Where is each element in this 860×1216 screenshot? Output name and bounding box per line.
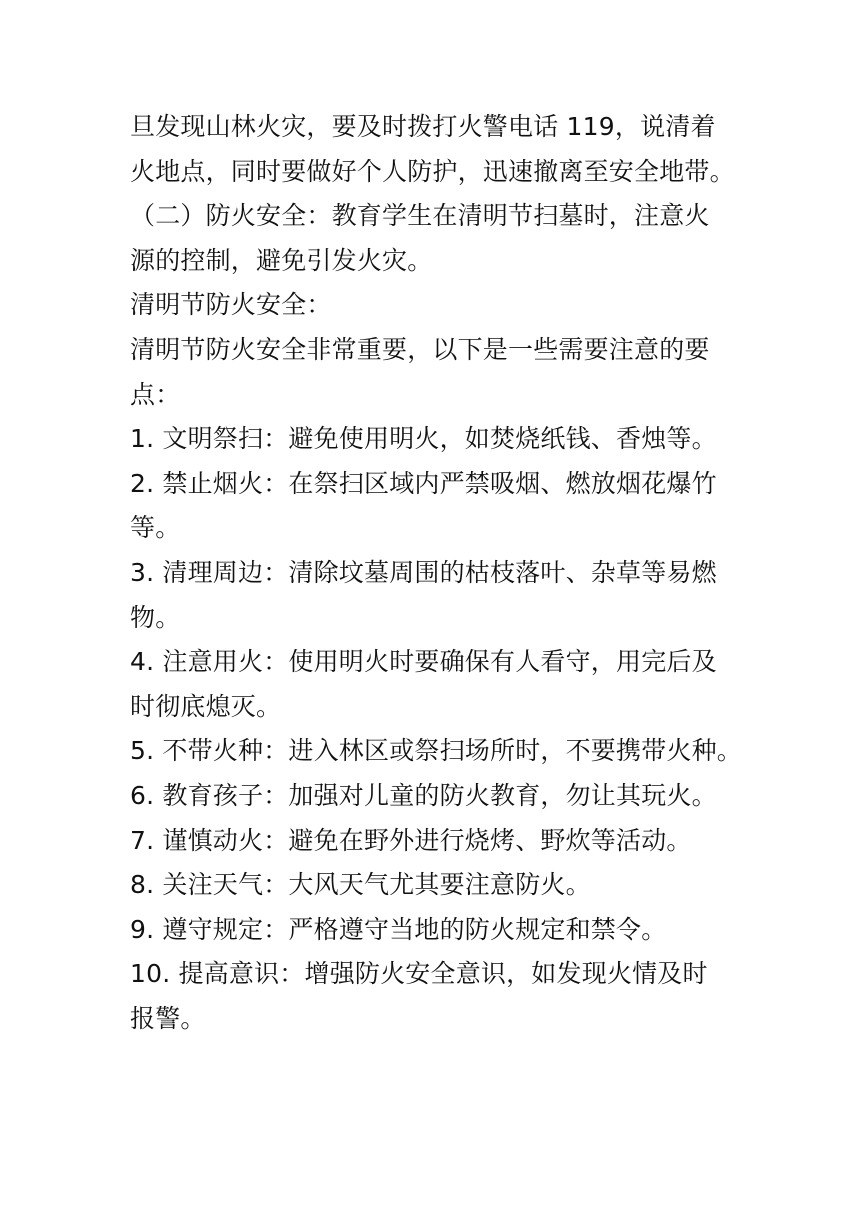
list-item-7: 7. 谨慎动火：避免在野外进行烧烤、野炊等活动。 xyxy=(130,825,692,855)
list-item-10: 10. 提高意识：增强防火安全意识，如发现火情及时 xyxy=(130,959,708,989)
list-item-2-cont: 等。 xyxy=(130,513,181,543)
list-item-4-cont: 时彻底熄灭。 xyxy=(130,691,282,721)
list-item-8: 8. 关注天气：大风天气尤其要注意防火。 xyxy=(130,870,591,900)
subheading-qingming-fire-safety: 清明节防火安全： xyxy=(130,290,332,320)
section-heading-fire-safety: （二）防火安全：教育学生在清明节扫墓时，注意火 xyxy=(130,201,710,231)
text-line-continuation-1: 旦发现山林火灾，要及时拨打火警电话 119，说清着 xyxy=(130,112,716,141)
list-item-6: 6. 教育孩子：加强对儿童的防火教育，勿让其玩火。 xyxy=(130,780,717,810)
list-item-5: 5. 不带火种：进入林区或祭扫场所时，不要携带火种。 xyxy=(130,736,743,766)
document-page xyxy=(130,105,743,1041)
list-item-1: 1. 文明祭扫：避免使用明火，如焚烧纸钱、香烛等。 xyxy=(130,424,717,454)
intro-paragraph: 清明节防火安全非常重要，以下是一些需要注意的要 xyxy=(130,334,710,364)
section-heading-fire-safety-cont: 源的控制，避免引发火灾。 xyxy=(130,245,433,275)
list-item-3: 3. 清理周边：清除坟墓周围的枯枝落叶、杂草等易燃 xyxy=(130,557,717,587)
list-item-10-cont: 报警。 xyxy=(130,1003,206,1033)
list-item-2: 2. 禁止烟火：在祭扫区域内严禁吸烟、燃放烟花爆竹 xyxy=(130,468,717,498)
text-line-continuation-2: 火地点，同时要做好个人防护，迅速撤离至安全地带。 xyxy=(130,156,735,186)
list-item-9: 9. 遵守规定：严格遵守当地的防火规定和禁令。 xyxy=(130,914,667,944)
intro-paragraph-cont: 点： xyxy=(130,379,181,409)
list-item-3-cont: 物。 xyxy=(130,602,181,632)
list-item-4: 4. 注意用火：使用明火时要确保有人看守，用完后及 xyxy=(130,647,717,677)
